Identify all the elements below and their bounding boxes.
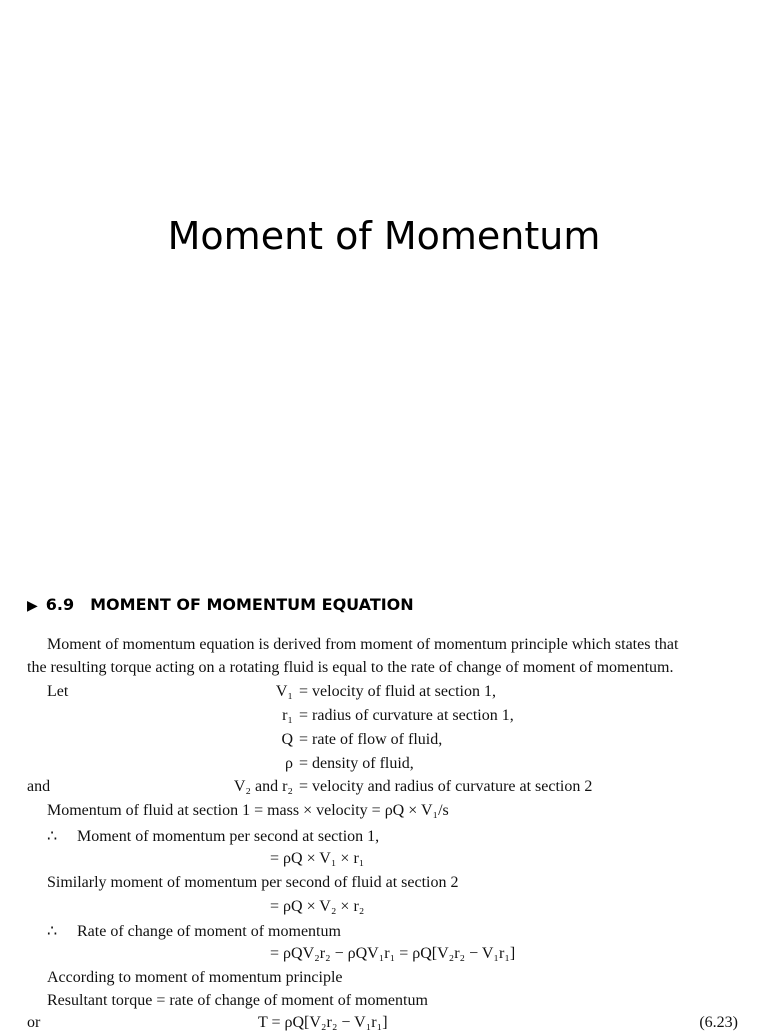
definition-symbol: V₁ <box>275 683 293 700</box>
moment-section1-label <box>47 826 379 846</box>
equation-number: (6.23) <box>699 1014 738 1031</box>
let-label: Let <box>47 683 69 700</box>
definition-meaning: = velocity of fluid at section 1, <box>299 683 496 700</box>
therefore-symbol: ∴ <box>47 828 58 845</box>
section-number: 6.9 <box>45 595 75 614</box>
section-title: MOMENT OF MOMENTUM EQUATION <box>90 595 414 614</box>
momentum-statement: Momentum of fluid at section 1 = mass × velocity = ρQ × V₁/s <box>47 802 449 819</box>
resultant-statement: Resultant torque = rate of change of moment of momentum <box>47 992 428 1009</box>
according-statement: According to moment of momentum principle <box>47 969 343 986</box>
section-arrow-icon: ▶ <box>27 598 38 614</box>
definition-symbol: ρ <box>285 755 293 772</box>
definition-symbol: V₂ and r₂ <box>233 778 293 795</box>
similarly-statement: Similarly moment of momentum per second of fluid at section 2 <box>47 874 459 891</box>
section-heading <box>27 595 414 614</box>
rate-of-change-equation: = ρQV₂r₂ − ρQV₁r₁ = ρQ[V₂r₂ − V₁r₁] <box>270 945 516 962</box>
definition-symbol: Q <box>281 731 293 748</box>
moment-section1-equation: = ρQ × V₁ × r₁ <box>270 850 365 867</box>
definition-meaning: = velocity and radius of curvature at section 2 <box>299 778 593 795</box>
intro-line-1: Moment of momentum equation is derived from moment of momentum principle which states that <box>47 636 679 653</box>
moment-section1-text: Moment of momentum per second at section 1, <box>77 828 380 845</box>
or-label: or <box>27 1014 41 1031</box>
slide-title: Moment of Momentum <box>167 214 601 258</box>
rate-of-change-label <box>47 921 341 941</box>
definition-meaning: = density of fluid, <box>299 755 414 772</box>
rate-of-change-text: Rate of change of moment of momentum <box>77 923 341 940</box>
intro-line-2: the resulting torque acting on a rotating fluid is equal to the rate of change of moment of momentum. <box>27 659 674 676</box>
therefore-symbol: ∴ <box>47 923 58 940</box>
and-label: and <box>27 778 51 795</box>
definition-meaning: = radius of curvature at section 1, <box>299 707 514 724</box>
definition-meaning: = rate of flow of fluid, <box>299 731 443 748</box>
torque-equation: T = ρQ[V₂r₂ − V₁r₁] <box>258 1014 388 1031</box>
moment-section2-equation: = ρQ × V₂ × r₂ <box>270 898 365 915</box>
definition-symbol: r₁ <box>282 707 293 724</box>
